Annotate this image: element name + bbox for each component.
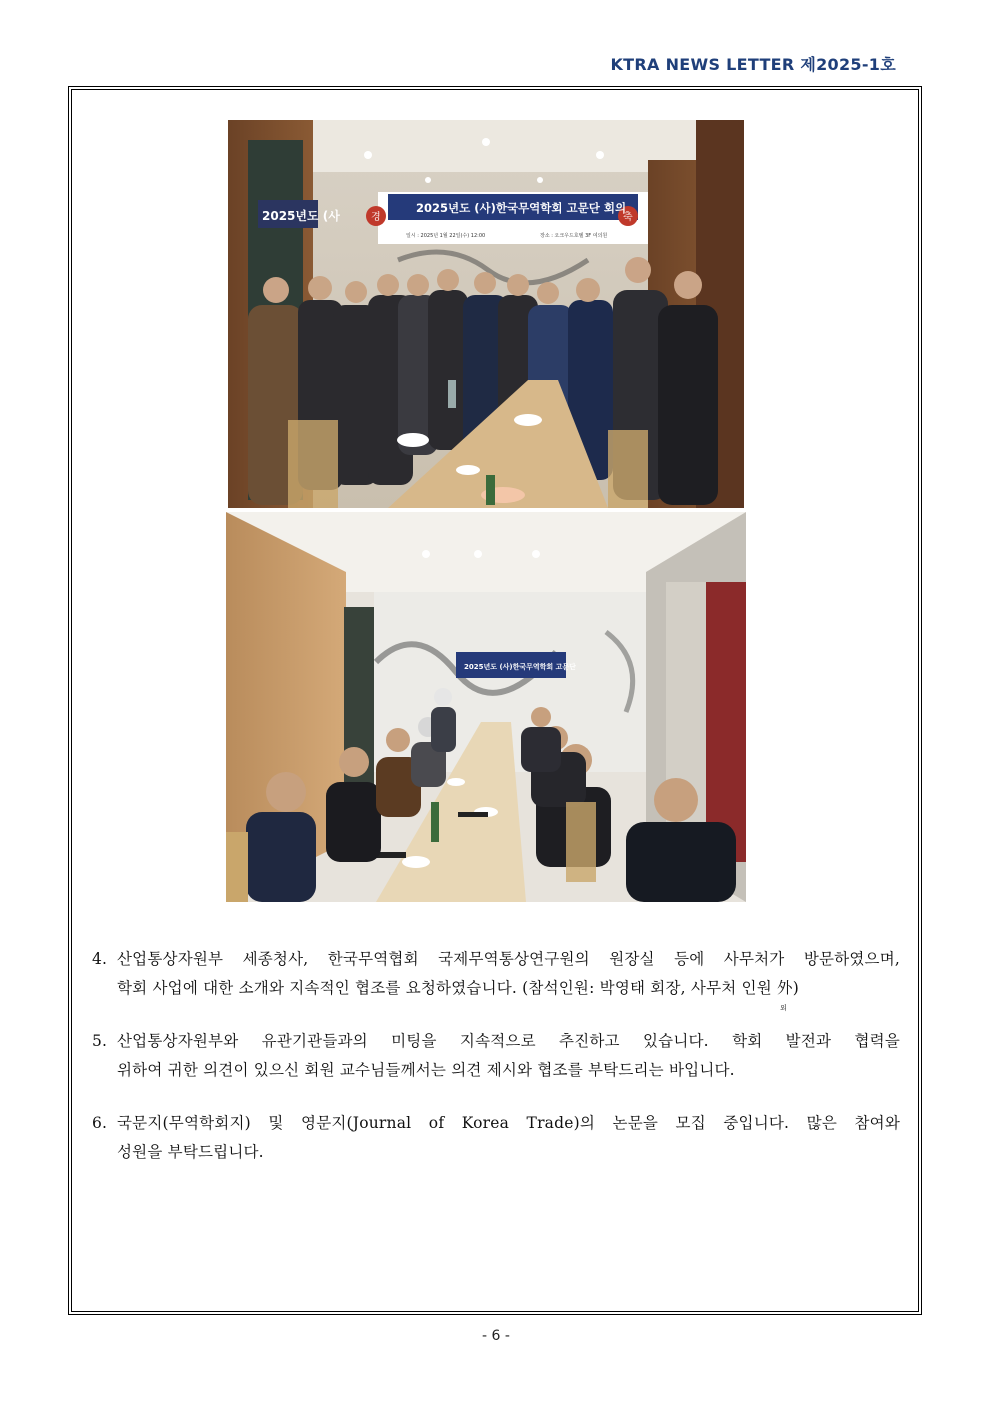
list-item-4 — [92, 945, 900, 1012]
banner-left-mark: 경 — [371, 212, 381, 223]
banner-right-mark: 축 — [623, 212, 633, 223]
page-number: - 6 - — [482, 1328, 510, 1344]
item-line: 위하여 귀한 의견이 있으신 회원 교수님들께서는 의견 제시와 협조를 부탁드리는 바입니다. — [117, 1061, 735, 1079]
side-banner-text: 2025년도 (사 — [262, 209, 340, 223]
newsletter-header: KTRA NEWS LETTER 제2025-1호 — [610, 55, 896, 74]
banner-date: 일시 : 2025년 1월 22일(수) 12:00 — [406, 233, 486, 239]
meeting-banner-title: 2025년도 (사)한국무역학회 고문단 — [464, 663, 576, 671]
group-photo — [228, 120, 744, 508]
announcement-list — [92, 945, 900, 1191]
item-number: 5. — [92, 1032, 108, 1050]
item-line-text: 학회 사업에 대한 소개와 지속적인 협조를 요청하였습니다. (참석인원: 박영태 회장, 사무처 인원 — [117, 979, 778, 997]
item-line-last — [117, 974, 900, 1012]
item-line: 산업통상자원부와 유관기관들과의 미팅을 지속적으로 추진하고 있습니다. 학회 발전과 협력을 — [117, 1032, 900, 1050]
wai-ruby: 외 — [780, 1004, 787, 1012]
closing-paren: ) — [792, 979, 799, 997]
wai-character: 外 외 — [777, 974, 793, 1003]
banner-place: 장소 : 오크우드호텔 3F 여의원 — [540, 233, 608, 239]
item-line: 산업통상자원부 세종청사, 한국무역협회 국제무역통상연구원의 원장실 등에 사무처가 방문하였으며, — [117, 950, 900, 968]
item-line: 국문지(무역학회지) 및 영문지(Journal of Korea Trade)의 논문을 모집 중입니다. 많은 참여와 — [117, 1114, 900, 1132]
meeting-photo — [226, 512, 746, 902]
item-number: 6. — [92, 1114, 108, 1132]
item-number: 4. — [92, 950, 108, 968]
banner-title: 2025년도 (사)한국무역학회 고문단 회의 — [416, 201, 627, 215]
item-line: 성원을 부탁드립니다. — [117, 1143, 264, 1161]
list-item-6 — [92, 1109, 900, 1167]
list-item-5 — [92, 1027, 900, 1085]
